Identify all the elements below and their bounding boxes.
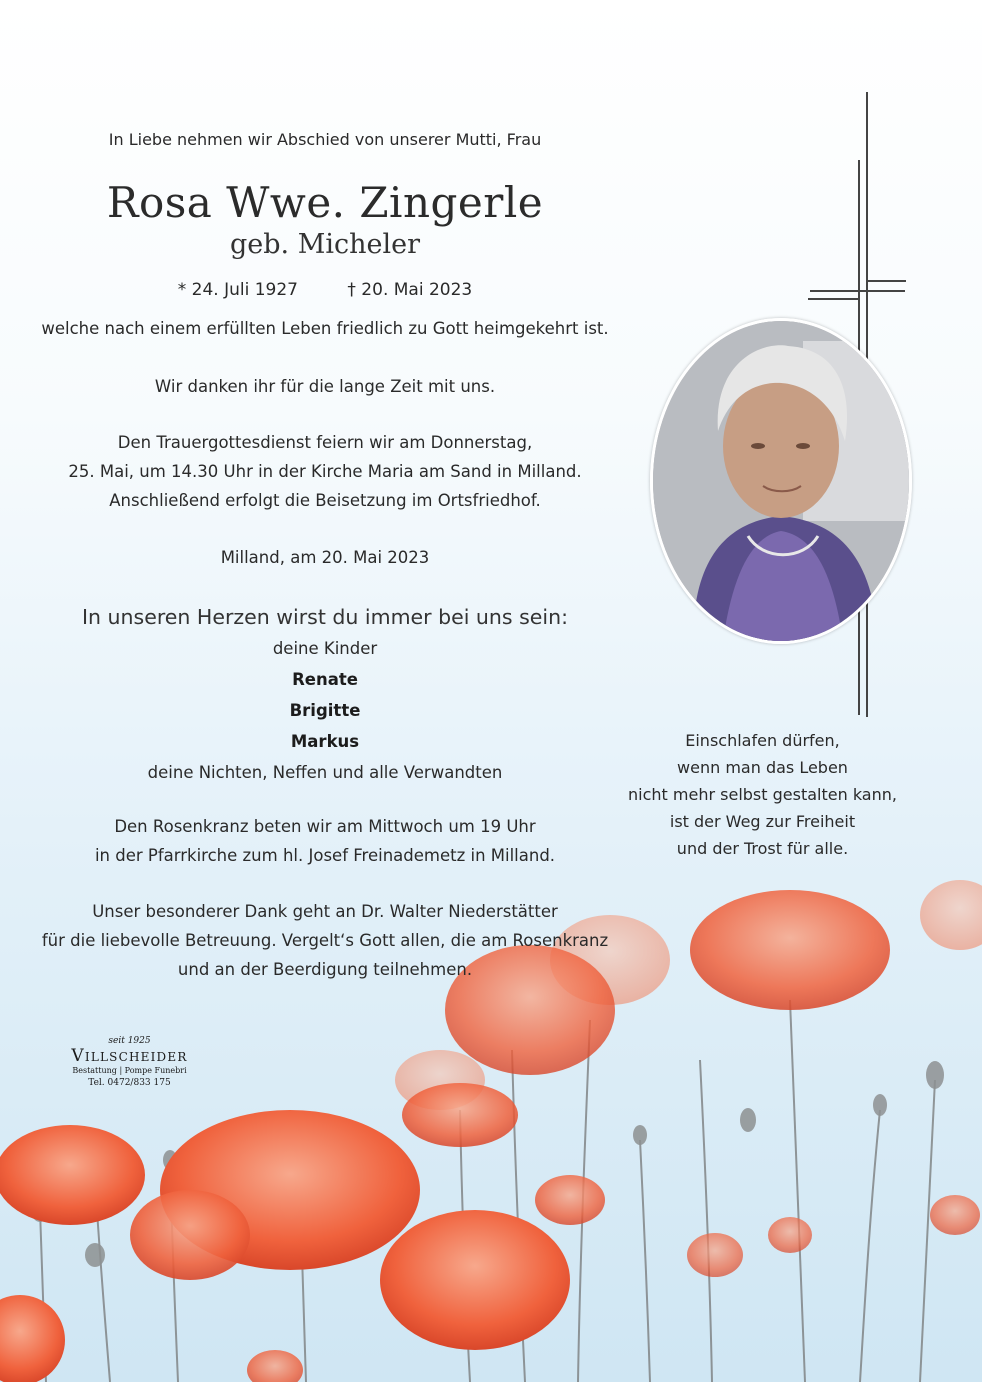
relatives-line: deine Nichten, Neffen und alle Verwandten xyxy=(147,763,503,782)
child-name: Brigitte xyxy=(289,701,361,720)
child-name: Renate xyxy=(292,670,358,689)
cross-horizontal-line-1 xyxy=(810,290,905,292)
quote-line: ist der Weg zur Freiheit xyxy=(669,812,856,831)
gratitude-line-1: Unser besonderer Dank geht an Dr. Walter Niederstätter xyxy=(92,902,558,921)
rosary-line-1: Den Rosenkranz beten wir am Mittwoch um 19 Uhr xyxy=(114,817,536,836)
children-label: deine Kinder xyxy=(272,639,378,658)
mourners-block xyxy=(0,633,650,788)
logo-since: seit 1925 xyxy=(108,1036,151,1046)
quote-line: wenn man das Leben xyxy=(677,758,848,777)
mourners-heading: In unseren Herzen wirst du immer bei uns sein: xyxy=(81,605,568,629)
deceased-name: Rosa Wwe. Zingerle xyxy=(106,178,544,227)
life-dates xyxy=(0,280,650,300)
memorial-quote xyxy=(610,727,915,862)
thanks-line: Wir danken ihr für die lange Zeit mit uns. xyxy=(154,377,496,396)
child-name: Markus xyxy=(290,732,360,751)
cross-horizontal-line-2 xyxy=(866,280,906,282)
birth-date: * 24. Juli 1927 xyxy=(177,280,298,300)
quote-line: Einschlafen dürfen, xyxy=(685,731,840,750)
gratitude-line-2: für die liebevolle Betreuung. Vergelt‘s Gott allen, die am Rosenkranz xyxy=(41,931,609,950)
intro-line: In Liebe nehmen wir Abschied von unserer Mutti, Frau xyxy=(108,130,542,149)
service-line-3: Anschließend erfolgt die Beisetzung im Ortsfriedhof. xyxy=(109,491,541,510)
place-date: Milland, am 20. Mai 2023 xyxy=(220,548,430,567)
logo-subtitle: Bestattung | Pompe Funebri xyxy=(72,1066,187,1075)
gratitude-line-3: und an der Beerdigung teilnehmen. xyxy=(177,960,473,979)
funeral-home-logo xyxy=(42,1036,217,1088)
portrait-photo xyxy=(650,318,912,644)
rosary-line-2: in der Pfarrkirche zum hl. Josef Freinademetz in Milland. xyxy=(94,846,556,865)
death-date: † 20. Mai 2023 xyxy=(347,280,473,300)
quote-line: nicht mehr selbst gestalten kann, xyxy=(628,785,897,804)
quote-line: und der Trost für alle. xyxy=(676,839,849,858)
logo-phone: Tel. 0472/833 175 xyxy=(88,1078,171,1088)
portrait-illustration xyxy=(653,321,909,641)
service-line-2: 25. Mai, um 14.30 Uhr in der Kirche Maria am Sand in Milland. xyxy=(68,462,582,481)
service-block xyxy=(0,428,650,515)
life-line: welche nach einem erfüllten Leben friedlich zu Gott heimgekehrt ist. xyxy=(41,319,609,338)
gratitude-block xyxy=(0,897,650,984)
maiden-name: geb. Micheler xyxy=(229,229,420,260)
rosary-block xyxy=(0,812,650,870)
service-line-1: Den Trauergottesdienst feiern wir am Donnerstag, xyxy=(117,433,533,452)
cross-horizontal-line-3 xyxy=(808,298,858,300)
logo-brand: Villscheider xyxy=(71,1046,188,1066)
